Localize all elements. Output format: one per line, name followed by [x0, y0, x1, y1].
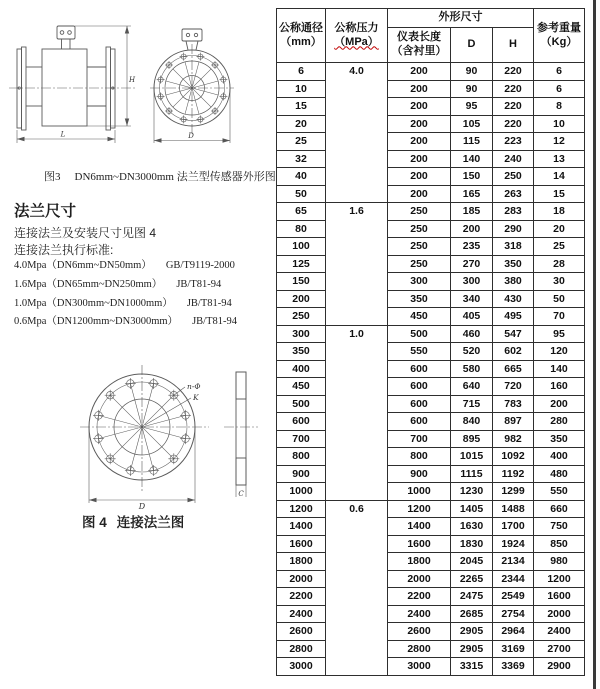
- cell-weight: 13: [534, 150, 585, 168]
- table-row: [277, 150, 585, 168]
- cell-dn: 400: [277, 360, 326, 378]
- sensor-front-view: [150, 29, 234, 135]
- cell-dn: 25: [277, 133, 326, 151]
- cell-h: 350: [493, 255, 534, 273]
- cell-length: 200: [388, 150, 451, 168]
- converter-box-front: [182, 29, 202, 41]
- cell-h: 2964: [493, 623, 534, 641]
- cell-length: 250: [388, 238, 451, 256]
- cell-weight: 25: [534, 238, 585, 256]
- cell-dn: 100: [277, 238, 326, 256]
- cell-d: 2045: [451, 553, 493, 571]
- cell-d: 1115: [451, 465, 493, 483]
- cell-dn: 2000: [277, 570, 326, 588]
- cell-dn: 250: [277, 308, 326, 326]
- cell-weight: 10: [534, 115, 585, 133]
- cell-weight: 6: [534, 63, 585, 81]
- pressure-unit: （MPa）: [334, 35, 379, 48]
- cell-h: 2754: [493, 605, 534, 623]
- connecting-flange-drawing: [4, 350, 266, 512]
- dim-label-l: L: [60, 130, 66, 139]
- table-row: [277, 185, 585, 203]
- col-header-weight: 参考重量 （Kg）: [534, 9, 585, 63]
- cell-h: 290: [493, 220, 534, 238]
- table-row: [277, 535, 585, 553]
- cell-d: 2475: [451, 588, 493, 606]
- cell-pressure: 0.6: [326, 500, 388, 675]
- cell-length: 200: [388, 185, 451, 203]
- col-header-dn: 公称通径 （mm）: [277, 9, 326, 63]
- cell-d: 185: [451, 203, 493, 221]
- cell-d: 580: [451, 360, 493, 378]
- cell-h: 250: [493, 168, 534, 186]
- cell-dn: 10: [277, 80, 326, 98]
- bolt-circle-label: K: [193, 393, 199, 402]
- table-row: [277, 518, 585, 536]
- cell-d: 235: [451, 238, 493, 256]
- cell-dn: 150: [277, 273, 326, 291]
- cell-length: 600: [388, 360, 451, 378]
- cell-d: 460: [451, 325, 493, 343]
- flange-standards-list: [14, 257, 237, 332]
- cell-length: 2400: [388, 605, 451, 623]
- cell-h: 982: [493, 430, 534, 448]
- table-row: [277, 98, 585, 116]
- cell-d: 520: [451, 343, 493, 361]
- cell-dn: 350: [277, 343, 326, 361]
- cell-weight: 2700: [534, 640, 585, 658]
- standard-row: 0.6Mpa（DN1200mm~DN3000mm） JB/T81-94: [14, 316, 237, 328]
- cell-length: 200: [388, 63, 451, 81]
- cell-h: 3369: [493, 658, 534, 676]
- table-row: [277, 430, 585, 448]
- cell-length: 1400: [388, 518, 451, 536]
- converter-box: [57, 26, 75, 39]
- cell-h: 897: [493, 413, 534, 431]
- cell-length: 2000: [388, 570, 451, 588]
- cell-d: 90: [451, 63, 493, 81]
- cell-d: 2265: [451, 570, 493, 588]
- table-row: [277, 378, 585, 396]
- cell-length: 2800: [388, 640, 451, 658]
- col-header-dims: 外形尺寸: [388, 9, 534, 28]
- table-row: [277, 255, 585, 273]
- cell-length: 200: [388, 115, 451, 133]
- cell-weight: 1200: [534, 570, 585, 588]
- dimension-table-body: [277, 63, 585, 676]
- cell-pressure: 4.0: [326, 63, 388, 203]
- cell-weight: 20: [534, 220, 585, 238]
- table-row: [277, 553, 585, 571]
- table-row: [277, 570, 585, 588]
- cell-length: 250: [388, 255, 451, 273]
- cell-length: 300: [388, 273, 451, 291]
- cell-length: 1000: [388, 483, 451, 501]
- cell-weight: 120: [534, 343, 585, 361]
- cell-length: 250: [388, 220, 451, 238]
- cell-weight: 200: [534, 395, 585, 413]
- cell-length: 700: [388, 430, 451, 448]
- cell-d: 150: [451, 168, 493, 186]
- cell-weight: 70: [534, 308, 585, 326]
- cell-weight: 6: [534, 80, 585, 98]
- col-header-pressure: 公称压力 （MPa）: [326, 9, 388, 63]
- cell-d: 140: [451, 150, 493, 168]
- cell-weight: 480: [534, 465, 585, 483]
- cell-dn: 3000: [277, 658, 326, 676]
- cell-weight: 14: [534, 168, 585, 186]
- table-row: [277, 605, 585, 623]
- cell-h: 1192: [493, 465, 534, 483]
- cell-weight: 160: [534, 378, 585, 396]
- cell-d: 715: [451, 395, 493, 413]
- cell-weight: 280: [534, 413, 585, 431]
- cell-h: 220: [493, 63, 534, 81]
- cell-h: 220: [493, 115, 534, 133]
- standard-row: 4.0Mpa（DN6mm~DN50mm） GB/T9119-2000: [14, 260, 235, 271]
- cell-length: 200: [388, 80, 451, 98]
- cell-weight: 350: [534, 430, 585, 448]
- table-row: [277, 220, 585, 238]
- cell-weight: 660: [534, 500, 585, 518]
- cell-h: 720: [493, 378, 534, 396]
- cell-d: 895: [451, 430, 493, 448]
- cell-dn: 2200: [277, 588, 326, 606]
- cell-h: 1092: [493, 448, 534, 466]
- cell-h: 318: [493, 238, 534, 256]
- cell-h: 665: [493, 360, 534, 378]
- cell-d: 165: [451, 185, 493, 203]
- cell-d: 90: [451, 80, 493, 98]
- figure3-caption: 图3 DN6mm~DN3000mm 法兰型传感器外形图: [44, 171, 276, 183]
- cell-d: 1230: [451, 483, 493, 501]
- cell-dn: 1800: [277, 553, 326, 571]
- table-row: [277, 465, 585, 483]
- cell-pressure: 1.6: [326, 203, 388, 326]
- cell-dn: 450: [277, 378, 326, 396]
- cell-d: 1015: [451, 448, 493, 466]
- cell-length: 1200: [388, 500, 451, 518]
- table-row: [277, 115, 585, 133]
- cell-dn: 200: [277, 290, 326, 308]
- table-row: [277, 168, 585, 186]
- cell-h: 2134: [493, 553, 534, 571]
- cell-dn: 1600: [277, 535, 326, 553]
- standard-row: 1.6Mpa（DN65mm~DN250mm） JB/T81-94: [14, 278, 222, 290]
- cell-d: 340: [451, 290, 493, 308]
- cell-length: 600: [388, 378, 451, 396]
- sensor-outline-drawing: [4, 4, 266, 154]
- cell-d: 1630: [451, 518, 493, 536]
- cell-weight: 95: [534, 325, 585, 343]
- cell-dn: 65: [277, 203, 326, 221]
- figure4-caption: 图 4 连接法兰图: [82, 515, 185, 530]
- cell-h: 1924: [493, 535, 534, 553]
- cell-length: 1600: [388, 535, 451, 553]
- cell-dn: 1000: [277, 483, 326, 501]
- cell-h: 2344: [493, 570, 534, 588]
- cell-h: 1299: [493, 483, 534, 501]
- col-header-h: H: [493, 28, 534, 63]
- cell-d: 95: [451, 98, 493, 116]
- cell-h: 602: [493, 343, 534, 361]
- cell-weight: 2900: [534, 658, 585, 676]
- cell-d: 3315: [451, 658, 493, 676]
- cell-length: 200: [388, 133, 451, 151]
- cell-weight: 400: [534, 448, 585, 466]
- cell-weight: 2000: [534, 605, 585, 623]
- cell-h: 380: [493, 273, 534, 291]
- cell-length: 3000: [388, 658, 451, 676]
- cell-length: 1800: [388, 553, 451, 571]
- cell-d: 2905: [451, 623, 493, 641]
- cell-length: 450: [388, 308, 451, 326]
- table-row: [277, 308, 585, 326]
- cell-weight: 8: [534, 98, 585, 116]
- cell-weight: 850: [534, 535, 585, 553]
- flange-note-line2: 连接法兰执行标准:: [14, 243, 114, 257]
- table-row: [277, 623, 585, 641]
- bolt-count-label: n-Φ: [187, 382, 201, 391]
- cell-dn: 40: [277, 168, 326, 186]
- table-row: [277, 238, 585, 256]
- cell-dn: 15: [277, 98, 326, 116]
- table-row: [277, 80, 585, 98]
- cell-weight: 550: [534, 483, 585, 501]
- cell-d: 105: [451, 115, 493, 133]
- standard-row: 1.0Mpa（DN300mm~DN1000mm） JB/T81-94: [14, 297, 232, 309]
- dim-label-c: C: [238, 490, 244, 498]
- cell-h: 3169: [493, 640, 534, 658]
- cell-h: 263: [493, 185, 534, 203]
- cell-weight: 140: [534, 360, 585, 378]
- table-row: [277, 343, 585, 361]
- cell-h: 220: [493, 98, 534, 116]
- flange-callouts: [145, 387, 191, 425]
- cell-length: 900: [388, 465, 451, 483]
- cell-dn: 2400: [277, 605, 326, 623]
- cell-dn: 1200: [277, 500, 326, 518]
- cell-h: 220: [493, 80, 534, 98]
- cell-dn: 300: [277, 325, 326, 343]
- cell-dn: 50: [277, 185, 326, 203]
- cell-length: 2600: [388, 623, 451, 641]
- cell-dn: 2800: [277, 640, 326, 658]
- sensor-side-view: [9, 26, 136, 130]
- cell-weight: 15: [534, 185, 585, 203]
- cell-dn: 6: [277, 63, 326, 81]
- cell-weight: 980: [534, 553, 585, 571]
- cell-length: 600: [388, 413, 451, 431]
- cell-dn: 500: [277, 395, 326, 413]
- table-row: [277, 483, 585, 501]
- cell-d: 405: [451, 308, 493, 326]
- cell-dn: 32: [277, 150, 326, 168]
- cell-h: 547: [493, 325, 534, 343]
- cell-dn: 1400: [277, 518, 326, 536]
- table-row: [277, 640, 585, 658]
- cell-d: 300: [451, 273, 493, 291]
- flange-note-line1: 连接法兰及安装尺寸见图 4: [14, 226, 157, 240]
- cell-weight: 2400: [534, 623, 585, 641]
- cell-d: 200: [451, 220, 493, 238]
- cell-d: 2905: [451, 640, 493, 658]
- cell-dn: 80: [277, 220, 326, 238]
- cell-h: 240: [493, 150, 534, 168]
- table-row: [277, 273, 585, 291]
- cell-length: 2200: [388, 588, 451, 606]
- table-row: [277, 448, 585, 466]
- dim-label-d: D: [138, 502, 146, 511]
- cell-weight: 30: [534, 273, 585, 291]
- col-header-d: D: [451, 28, 493, 63]
- dimension-lines-side: [17, 26, 131, 143]
- table-row: [277, 290, 585, 308]
- cell-h: 1700: [493, 518, 534, 536]
- cell-h: 1488: [493, 500, 534, 518]
- cell-weight: 18: [534, 203, 585, 221]
- cell-length: 550: [388, 343, 451, 361]
- cell-d: 2685: [451, 605, 493, 623]
- cell-weight: 28: [534, 255, 585, 273]
- table-row: [277, 395, 585, 413]
- cell-weight: 50: [534, 290, 585, 308]
- cell-dn: 2600: [277, 623, 326, 641]
- cell-d: 115: [451, 133, 493, 151]
- dim-label-h: H: [129, 76, 136, 84]
- cell-weight: 1600: [534, 588, 585, 606]
- cell-dn: 800: [277, 448, 326, 466]
- cell-d: 1405: [451, 500, 493, 518]
- dim-label-d: D: [188, 132, 194, 140]
- cell-d: 640: [451, 378, 493, 396]
- cell-dn: 125: [277, 255, 326, 273]
- table-row: [277, 360, 585, 378]
- cell-length: 800: [388, 448, 451, 466]
- table-row: [277, 63, 585, 81]
- cell-dn: 20: [277, 115, 326, 133]
- cell-h: 495: [493, 308, 534, 326]
- table-header-row-1: [277, 9, 585, 28]
- cell-h: 430: [493, 290, 534, 308]
- cell-h: 283: [493, 203, 534, 221]
- cell-h: 223: [493, 133, 534, 151]
- cell-weight: 12: [534, 133, 585, 151]
- table-row: [277, 325, 585, 343]
- cell-dn: 900: [277, 465, 326, 483]
- cell-d: 270: [451, 255, 493, 273]
- table-row: [277, 588, 585, 606]
- cell-length: 200: [388, 168, 451, 186]
- cell-h: 783: [493, 395, 534, 413]
- cell-length: 250: [388, 203, 451, 221]
- cell-dn: 600: [277, 413, 326, 431]
- cell-weight: 750: [534, 518, 585, 536]
- table-row: [277, 500, 585, 518]
- cell-dn: 700: [277, 430, 326, 448]
- flange-section-view: [224, 372, 258, 497]
- right-edge-rule: [593, 0, 596, 689]
- table-row: [277, 658, 585, 676]
- cell-h: 2549: [493, 588, 534, 606]
- dimension-table: [276, 8, 585, 676]
- cell-length: 600: [388, 395, 451, 413]
- cell-pressure: 1.0: [326, 325, 388, 500]
- cell-length: 350: [388, 290, 451, 308]
- flange-size-heading: 法兰尺寸: [14, 203, 77, 220]
- table-row: [277, 133, 585, 151]
- cell-d: 840: [451, 413, 493, 431]
- table-row: [277, 203, 585, 221]
- table-row: [277, 413, 585, 431]
- cell-length: 200: [388, 98, 451, 116]
- col-header-length: 仪表长度 （含衬里）: [388, 28, 451, 63]
- cell-d: 1830: [451, 535, 493, 553]
- cell-length: 500: [388, 325, 451, 343]
